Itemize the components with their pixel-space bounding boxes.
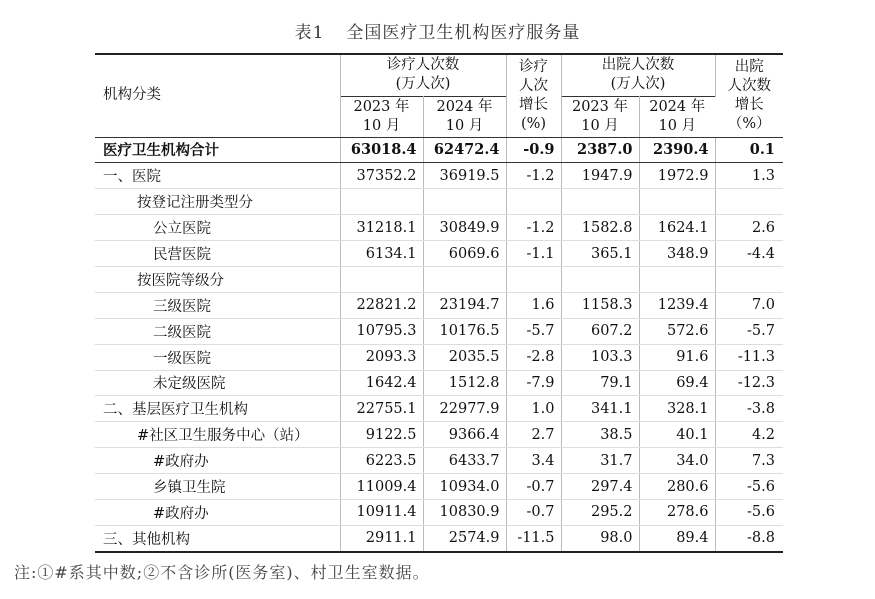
header-text-line: 诊疗人次数	[386, 57, 460, 74]
header-visits-growth	[506, 54, 561, 137]
table-cell: -5.6	[715, 474, 783, 500]
header-text-line: 2023 年	[571, 98, 628, 115]
header-text-line: 10 月	[445, 117, 484, 134]
table-cell: 98.0	[561, 525, 639, 551]
table-cell: 22821.2	[340, 292, 423, 318]
table-cell: -1.2	[506, 215, 561, 241]
table-cell: 295.2	[561, 499, 639, 525]
table-cell: 9366.4	[423, 422, 506, 448]
table-cell: 69.4	[639, 370, 715, 396]
row-label: 一、医院	[95, 163, 340, 189]
table-cell: 30849.9	[423, 215, 506, 241]
header-text-line: 2024 年	[436, 98, 493, 115]
row-label: #社区卫生服务中心（站）	[95, 422, 340, 448]
table-cell: -8.8	[715, 525, 783, 551]
table-cell: 10795.3	[340, 318, 423, 344]
table-cell: 23194.7	[423, 292, 506, 318]
row-label: 医疗卫生机构合计	[95, 137, 340, 163]
table-cell: 2.7	[506, 422, 561, 448]
row-label: 二级医院	[95, 318, 340, 344]
table-row	[95, 422, 783, 448]
table-footnote: 注:①#系其中数;②不含诊所(医务室)、村卫生室数据。	[14, 563, 430, 582]
table-row	[95, 163, 783, 189]
row-label: 民营医院	[95, 241, 340, 267]
table-cell: -0.7	[506, 499, 561, 525]
table-cell: 1972.9	[639, 163, 715, 189]
header-text-line: 诊疗	[519, 58, 548, 75]
header-text-line: 10 月	[581, 117, 619, 134]
table-cell: 1.3	[715, 163, 783, 189]
table-row	[95, 292, 783, 318]
table-cell: 2093.3	[340, 344, 423, 370]
table-cell: 79.1	[561, 370, 639, 396]
table-cell: 10176.5	[423, 318, 506, 344]
table-cell: 2911.1	[340, 525, 423, 551]
table-cell: 10911.4	[340, 499, 423, 525]
table-cell: 1947.9	[561, 163, 639, 189]
table-row	[95, 318, 783, 344]
table-cell	[561, 266, 639, 292]
table-cell: -3.8	[715, 396, 783, 422]
table-cell	[506, 266, 561, 292]
table-row	[95, 499, 783, 525]
table-number: 表1	[294, 23, 325, 43]
table-cell	[561, 189, 639, 215]
header-text-line: (%)	[520, 115, 547, 132]
row-label: 按登记注册类型分	[95, 189, 340, 215]
header-text-line: (万人次)	[395, 76, 451, 93]
table-cell	[506, 189, 561, 215]
table-cell: 6223.5	[340, 448, 423, 474]
table-cell: 1.6	[506, 292, 561, 318]
table-cell: 6069.6	[423, 241, 506, 267]
table-row	[95, 266, 783, 292]
table-cell: 365.1	[561, 241, 639, 267]
header-text-line: 10 月	[362, 117, 401, 134]
header-text-line: 增长	[734, 96, 764, 113]
row-label: 按医院等级分	[95, 266, 340, 292]
table-row	[95, 344, 783, 370]
table-cell: 34.0	[639, 448, 715, 474]
table-cell	[340, 189, 423, 215]
table-row	[95, 215, 783, 241]
table-cell: 297.4	[561, 474, 639, 500]
table-cell: 11009.4	[340, 474, 423, 500]
table-cell: 328.1	[639, 396, 715, 422]
header-text-line: 人次数	[727, 77, 771, 94]
table-cell	[340, 266, 423, 292]
table-cell: 62472.4	[423, 137, 506, 163]
table-row	[95, 370, 783, 396]
table-cell: -5.7	[506, 318, 561, 344]
table-cell: 2390.4	[639, 137, 715, 163]
table-row	[95, 448, 783, 474]
header-discharge-2024	[639, 96, 715, 137]
table-cell: 1582.8	[561, 215, 639, 241]
table-cell: 1624.1	[639, 215, 715, 241]
table-cell: 31218.1	[340, 215, 423, 241]
header-text-line: 出院人次数	[601, 57, 675, 74]
table-cell: -2.8	[506, 344, 561, 370]
table-cell: 2574.9	[423, 525, 506, 551]
table-cell	[715, 266, 783, 292]
table-cell	[639, 189, 715, 215]
header-discharge-growth	[715, 54, 783, 137]
table-cell: 6433.7	[423, 448, 506, 474]
header-category: 机构分类	[95, 54, 340, 137]
table-cell	[715, 189, 783, 215]
table-cell: -0.9	[506, 137, 561, 163]
table-cell: 4.2	[715, 422, 783, 448]
table-cell: 607.2	[561, 318, 639, 344]
table-cell: 2.6	[715, 215, 783, 241]
table-cell: 103.3	[561, 344, 639, 370]
table-cell: 31.7	[561, 448, 639, 474]
table-cell: 22755.1	[340, 396, 423, 422]
table-cell: -1.1	[506, 241, 561, 267]
header-text-line: 10 月	[658, 117, 697, 134]
header-text-line: 出院	[734, 58, 764, 75]
table-cell: -1.2	[506, 163, 561, 189]
table-cell: -4.4	[715, 241, 783, 267]
header-visits-2024	[423, 96, 506, 137]
table-cell: 36919.5	[423, 163, 506, 189]
table-row	[95, 137, 783, 163]
table-cell	[423, 266, 506, 292]
table-cell: 572.6	[639, 318, 715, 344]
table-cell: 348.9	[639, 241, 715, 267]
table-row	[95, 474, 783, 500]
table-cell: 2387.0	[561, 137, 639, 163]
header-discharge-2023	[561, 96, 639, 137]
table-cell: 6134.1	[340, 241, 423, 267]
header-text-line: 增长	[519, 96, 548, 113]
table-cell: 40.1	[639, 422, 715, 448]
table-cell: 7.3	[715, 448, 783, 474]
table-cell: 37352.2	[340, 163, 423, 189]
table-cell	[639, 266, 715, 292]
row-label: 未定级医院	[95, 370, 340, 396]
table-row	[95, 396, 783, 422]
table-cell: 1239.4	[639, 292, 715, 318]
row-label: 一级医院	[95, 344, 340, 370]
table-row	[95, 241, 783, 267]
table-cell: 22977.9	[423, 396, 506, 422]
table-cell: 3.4	[506, 448, 561, 474]
table-cell: -5.7	[715, 318, 783, 344]
table-cell: 341.1	[561, 396, 639, 422]
table-cell: 0.1	[715, 137, 783, 163]
table-cell: 1.0	[506, 396, 561, 422]
table-cell: -11.3	[715, 344, 783, 370]
table-cell: 10830.9	[423, 499, 506, 525]
table-title	[0, 18, 875, 43]
table-title-text: 全国医疗卫生机构医疗服务量	[346, 23, 581, 43]
table-row	[95, 189, 783, 215]
table-cell: -0.7	[506, 474, 561, 500]
header-discharge-group	[561, 54, 715, 96]
table-cell: 280.6	[639, 474, 715, 500]
table-cell: -7.9	[506, 370, 561, 396]
table-row	[95, 525, 783, 551]
row-label: 三、其他机构	[95, 525, 340, 551]
header-text-line: 人次	[519, 77, 548, 94]
table-cell: 63018.4	[340, 137, 423, 163]
table-cell: 38.5	[561, 422, 639, 448]
header-text-line: （%）	[727, 115, 771, 132]
table-cell: 1512.8	[423, 370, 506, 396]
row-label: 三级医院	[95, 292, 340, 318]
table-cell: -11.5	[506, 525, 561, 551]
header-visits-group	[340, 54, 506, 96]
table-cell: 278.6	[639, 499, 715, 525]
header-text-line: (万人次)	[610, 76, 666, 93]
table-cell: 7.0	[715, 292, 783, 318]
table-cell: -12.3	[715, 370, 783, 396]
table-cell: 1642.4	[340, 370, 423, 396]
row-label: 二、基层医疗卫生机构	[95, 396, 340, 422]
medical-service-table	[95, 53, 783, 553]
header-text-line: 2024 年	[649, 98, 706, 115]
header-visits-2023	[340, 96, 423, 137]
row-label: 公立医院	[95, 215, 340, 241]
table-cell: 91.6	[639, 344, 715, 370]
table-cell: -5.6	[715, 499, 783, 525]
row-label: #政府办	[95, 448, 340, 474]
row-label: #政府办	[95, 499, 340, 525]
table-cell: 1158.3	[561, 292, 639, 318]
table-cell: 2035.5	[423, 344, 506, 370]
table-cell: 9122.5	[340, 422, 423, 448]
table-cell	[423, 189, 506, 215]
row-label: 乡镇卫生院	[95, 474, 340, 500]
table-cell: 10934.0	[423, 474, 506, 500]
table-cell: 89.4	[639, 525, 715, 551]
header-text-line: 2023 年	[353, 98, 410, 115]
